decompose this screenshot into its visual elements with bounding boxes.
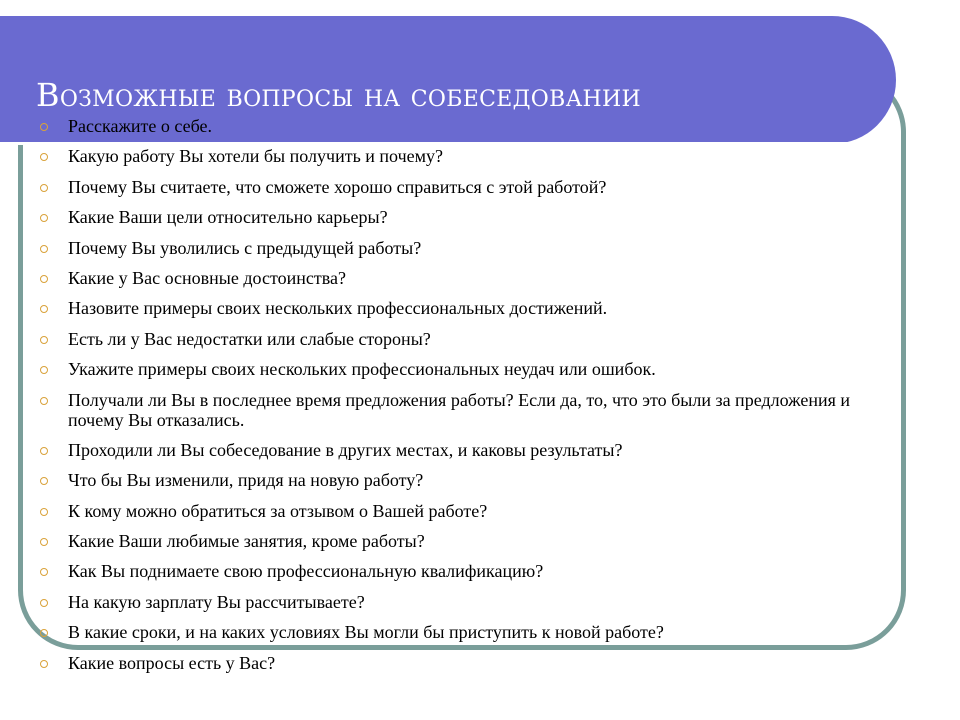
- ring-bullet-icon: [40, 366, 48, 374]
- question-text: Есть ли у Вас недостатки или слабые стороны?: [68, 328, 431, 349]
- list-item: [40, 501, 860, 521]
- ring-bullet-icon: [40, 153, 48, 161]
- question-text: В какие сроки, и на каких условиях Вы могли бы приступить к новой работе?: [68, 622, 664, 643]
- question-text: Какие Ваши цели относительно карьеры?: [68, 207, 388, 228]
- list-item: [40, 440, 860, 460]
- ring-bullet-icon: [40, 336, 48, 344]
- question-text: Как Вы поднимаете свою профессиональную квалификацию?: [68, 561, 544, 582]
- list-item: [40, 329, 860, 349]
- question-text: Какие вопросы есть у Вас?: [68, 652, 276, 673]
- question-text: Почему Вы уволились с предыдущей работы?: [68, 237, 422, 258]
- list-item: [40, 470, 860, 490]
- question-text: Назовите примеры своих нескольких профессиональных достижений.: [68, 298, 608, 319]
- question-text: Получали ли Вы в последнее время предложения работы? Если да, то, что это были за предложения и почему Вы отказались.: [68, 389, 850, 430]
- list-item: [40, 592, 860, 612]
- ring-bullet-icon: [40, 123, 48, 131]
- list-item: [40, 298, 860, 318]
- list-item: [40, 238, 860, 258]
- question-text: К кому можно обратиться за отзывом о Вашей работе?: [68, 500, 488, 521]
- ring-bullet-icon: [40, 214, 48, 222]
- ring-bullet-icon: [40, 305, 48, 313]
- ring-bullet-icon: [40, 447, 48, 455]
- ring-bullet-icon: [40, 245, 48, 253]
- list-item: [40, 268, 860, 288]
- question-text: Проходили ли Вы собеседование в других местах, и каковы результаты?: [68, 439, 623, 460]
- list-item: [40, 531, 860, 551]
- list-item: [40, 561, 860, 581]
- question-text: Какую работу Вы хотели бы получить и почему?: [68, 146, 443, 167]
- list-item: [40, 146, 860, 166]
- question-text: Какие у Вас основные достоинства?: [68, 267, 346, 288]
- ring-bullet-icon: [40, 508, 48, 516]
- ring-bullet-icon: [40, 538, 48, 546]
- slide-title: Возможные вопросы на собеседовании: [36, 76, 641, 114]
- question-text: На какую зарплату Вы рассчитываете?: [68, 591, 365, 612]
- question-text: Укажите примеры своих нескольких профессиональных неудач или ошибок.: [68, 359, 656, 380]
- list-item: [40, 359, 860, 379]
- ring-bullet-icon: [40, 477, 48, 485]
- list-item: [40, 653, 860, 673]
- question-text: Что бы Вы изменили, придя на новую работу?: [68, 470, 424, 491]
- ring-bullet-icon: [40, 184, 48, 192]
- ring-bullet-icon: [40, 568, 48, 576]
- question-list: [40, 116, 860, 683]
- ring-bullet-icon: [40, 397, 48, 405]
- list-item: [40, 207, 860, 227]
- question-text: Расскажите о себе.: [68, 116, 212, 136]
- list-item: [40, 622, 860, 642]
- list-item: [40, 177, 860, 197]
- question-text: Почему Вы считаете, что сможете хорошо справиться с этой работой?: [68, 176, 607, 197]
- ring-bullet-icon: [40, 629, 48, 637]
- ring-bullet-icon: [40, 599, 48, 607]
- list-item: [40, 390, 860, 430]
- ring-bullet-icon: [40, 660, 48, 668]
- question-text: Какие Ваши любимые занятия, кроме работы?: [68, 531, 425, 552]
- ring-bullet-icon: [40, 275, 48, 283]
- list-item: [40, 116, 860, 136]
